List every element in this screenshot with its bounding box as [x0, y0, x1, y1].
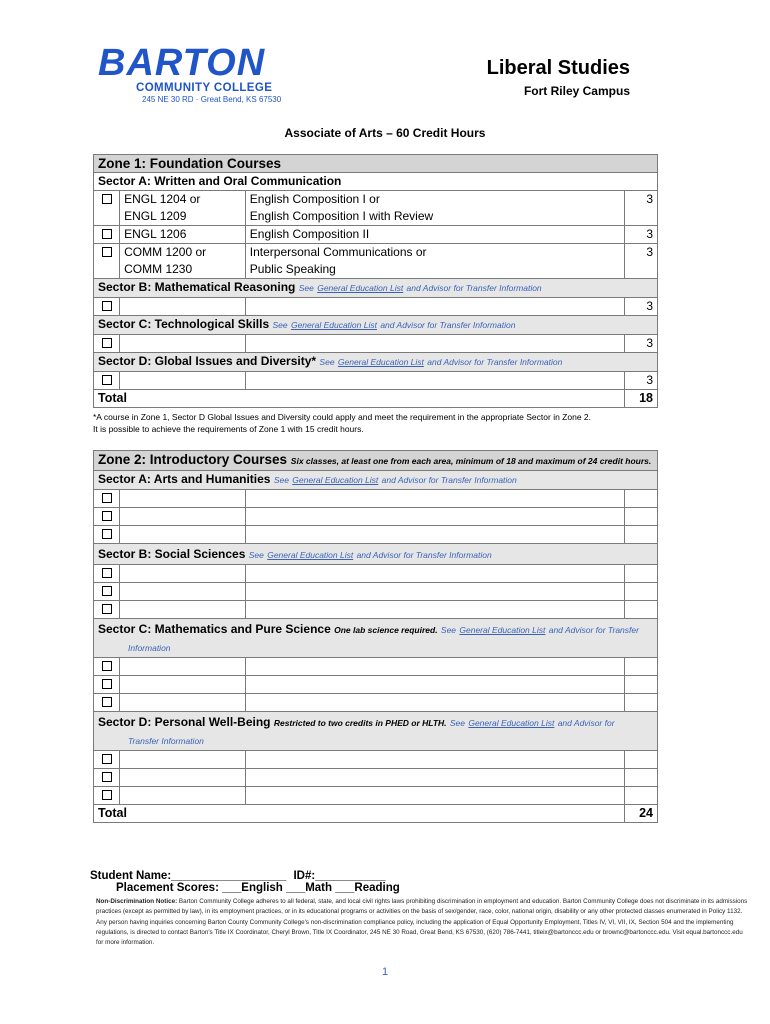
zone2-table — [93, 450, 658, 823]
table-row — [94, 751, 658, 769]
table-row — [94, 787, 658, 805]
table-row — [94, 769, 658, 787]
zone1-sectorB-header — [94, 279, 658, 298]
table-row — [94, 508, 658, 526]
table-row — [94, 372, 658, 390]
student-id-field[interactable]: ID#:___________ — [293, 870, 386, 882]
total-label: Total — [94, 805, 625, 823]
zone1-footnote — [93, 411, 591, 435]
table-row — [94, 490, 658, 508]
zone2-sectorB-header — [94, 544, 658, 565]
checkbox[interactable] — [102, 375, 112, 385]
zone1-sectorA-title: Sector A: Written and Oral Communication — [94, 173, 658, 191]
note-text: and Advisor for — [557, 718, 615, 728]
checkbox[interactable] — [102, 772, 112, 782]
sector-title: Sector C: Technological Skills — [98, 317, 270, 331]
logo-wordmark: BARTON — [98, 42, 266, 84]
credit-hours: 3 — [624, 191, 657, 226]
notice-label: Non-Discrimination Notice: — [96, 898, 178, 905]
total-row — [94, 805, 658, 823]
zone1-sectorD-header — [94, 353, 658, 372]
nondiscrimination-notice — [96, 897, 748, 948]
course-name: Interpersonal Communications or — [249, 245, 427, 259]
note-text: See — [319, 357, 335, 367]
note-text: and Advisor for Transfer Information — [380, 320, 516, 330]
note-text: See — [272, 320, 288, 330]
student-info-line — [90, 870, 690, 894]
sector-title: Sector D: Personal Well-Being — [98, 715, 271, 729]
footnote-line: *A course in Zone 1, Sector D Global Issues and Diversity could apply and meet the requirement in the appropriate Sector in Zone 2. — [93, 412, 591, 422]
checkbox[interactable] — [102, 511, 112, 521]
note-text: and Advisor for Transfer Information — [356, 550, 492, 560]
checkbox[interactable] — [102, 229, 112, 239]
credit-hours: 3 — [624, 298, 657, 316]
gen-ed-link[interactable]: General Education List — [290, 320, 377, 330]
note-text: and Advisor for Transfer — [548, 625, 639, 635]
checkbox[interactable] — [102, 301, 112, 311]
note-text: and Advisor for Transfer Information — [427, 357, 563, 367]
zone1-sectorC-header — [94, 316, 658, 335]
gen-ed-link[interactable]: General Education List — [267, 550, 354, 560]
requirement-note: One lab science required. — [334, 625, 438, 635]
checkbox[interactable] — [102, 568, 112, 578]
sector-title: Sector A: Arts and Humanities — [98, 472, 271, 486]
note-text: Transfer Information — [128, 736, 204, 746]
table-row — [94, 601, 658, 619]
degree-title: Associate of Arts – 60 Credit Hours — [284, 126, 486, 140]
gen-ed-link[interactable]: General Education List — [317, 283, 404, 293]
total-row — [94, 390, 658, 408]
table-row — [94, 335, 658, 353]
gen-ed-link[interactable]: General Education List — [292, 475, 379, 485]
table-row — [94, 244, 658, 279]
checkbox[interactable] — [102, 697, 112, 707]
zone2-sectorD-header — [94, 712, 658, 751]
credit-hours: 3 — [624, 372, 657, 390]
table-row — [94, 526, 658, 544]
gen-ed-link[interactable]: General Education List — [468, 718, 555, 728]
note-text: See — [440, 625, 457, 635]
college-logo — [98, 44, 298, 105]
checkbox[interactable] — [102, 529, 112, 539]
note-text: See — [449, 718, 465, 728]
zone2-title: Zone 2: Introductory Courses — [98, 452, 288, 467]
checkbox[interactable] — [102, 247, 112, 257]
table-row — [94, 676, 658, 694]
total-credits: 18 — [624, 390, 657, 408]
checkbox[interactable] — [102, 493, 112, 503]
note-text: and Advisor for Transfer Information — [381, 475, 517, 485]
credit-hours: 3 — [624, 226, 657, 244]
course-code: COMM 1230 — [124, 262, 193, 276]
note-text: See — [298, 283, 314, 293]
sector-title: Sector C: Mathematics and Pure Science — [98, 622, 331, 636]
course-name: English Composition I or — [249, 192, 380, 206]
total-credits: 24 — [624, 805, 657, 823]
total-label: Total — [94, 390, 625, 408]
course-name: English Composition I with Review — [249, 209, 434, 223]
zone2-sectorC-header — [94, 619, 658, 658]
checkbox[interactable] — [102, 790, 112, 800]
course-code: COMM 1200 or — [124, 245, 207, 259]
page-number: 1 — [381, 966, 389, 978]
credit-hours: 3 — [624, 244, 657, 279]
table-row — [94, 658, 658, 676]
checkbox[interactable] — [102, 194, 112, 204]
sector-title: Sector B: Mathematical Reasoning — [98, 280, 296, 294]
sector-title: Sector D: Global Issues and Diversity* — [98, 354, 317, 368]
notice-text: Barton Community College adheres to all federal, state, and local civil rights laws prohibiting discrimination in employment and education. Barton Community College does not discriminate in its admissions practices (except as permitted by law), in its employment practices, or in its educational programs or activities on the basis of sex/gender, race, color, national origin, disability or any other protected classes enumerated in Policy 1132. Any person having inquiries concerning Barton County Community College's non-discrimination compliance policy, including the application of Equal Opportunity Employment, Titles IV, VI, VII, IX, Section 504 and the implementing regulations, is directed to contact Barton's Title IX Coordinator, Cheryl Brown, Title IX Coordinator, 245 NE 30 Road, Great Bend, KS 67530, (620) 786-7441, titleix@bartonccc.edu or brownc@bartonccc.edu. Visit equal.bartonccc.edu for more information. — [96, 898, 748, 947]
note-text: Information — [128, 643, 171, 653]
course-code: ENGL 1204 or — [124, 192, 201, 206]
table-row — [94, 298, 658, 316]
logo-address: 245 NE 30 RD · Great Bend, KS 67530 — [142, 95, 282, 104]
gen-ed-link[interactable]: General Education List — [459, 625, 546, 635]
zone2-subtitle: Six classes, at least one from each area, minimum of 18 and maximum of 24 credit hours. — [290, 456, 652, 466]
checkbox[interactable] — [102, 604, 112, 614]
table-row — [94, 583, 658, 601]
gen-ed-link[interactable]: General Education List — [337, 357, 424, 367]
sector-title: Sector B: Social Sciences — [98, 547, 246, 561]
course-name: Public Speaking — [249, 262, 336, 276]
note-text: and Advisor for Transfer Information — [406, 283, 542, 293]
note-text: See — [273, 475, 289, 485]
zone2-header — [94, 451, 658, 471]
placement-scores-field[interactable]: Placement Scores: ___English ___Math ___Reading — [116, 882, 400, 894]
zone1-title: Zone 1: Foundation Courses — [94, 155, 658, 173]
footnote-line: It is possible to achieve the requirements of Zone 1 with 15 credit hours. — [93, 424, 364, 434]
title-block — [487, 56, 630, 98]
page-title: Liberal Studies — [486, 57, 630, 79]
zone2-sectorA-header — [94, 471, 658, 490]
table-row — [94, 694, 658, 712]
checkbox[interactable] — [102, 679, 112, 689]
checkbox[interactable] — [102, 661, 112, 671]
zone1-table — [93, 154, 658, 408]
course-code: ENGL 1206 — [120, 226, 246, 244]
checkbox[interactable] — [102, 586, 112, 596]
note-text: See — [248, 550, 264, 560]
logo-college: COMMUNITY COLLEGE — [136, 82, 273, 94]
table-row — [94, 191, 658, 226]
checkbox[interactable] — [102, 754, 112, 764]
table-row — [94, 226, 658, 244]
requirement-note: Restricted to two credits in PHED or HLTH. — [273, 718, 447, 728]
course-name: English Composition II — [245, 226, 624, 244]
course-code: ENGL 1209 — [124, 209, 187, 223]
credit-hours: 3 — [624, 335, 657, 353]
table-row — [94, 565, 658, 583]
checkbox[interactable] — [102, 338, 112, 348]
campus-name: Fort Riley Campus — [523, 84, 630, 98]
student-name-field[interactable]: Student Name:__________________ — [90, 870, 287, 882]
